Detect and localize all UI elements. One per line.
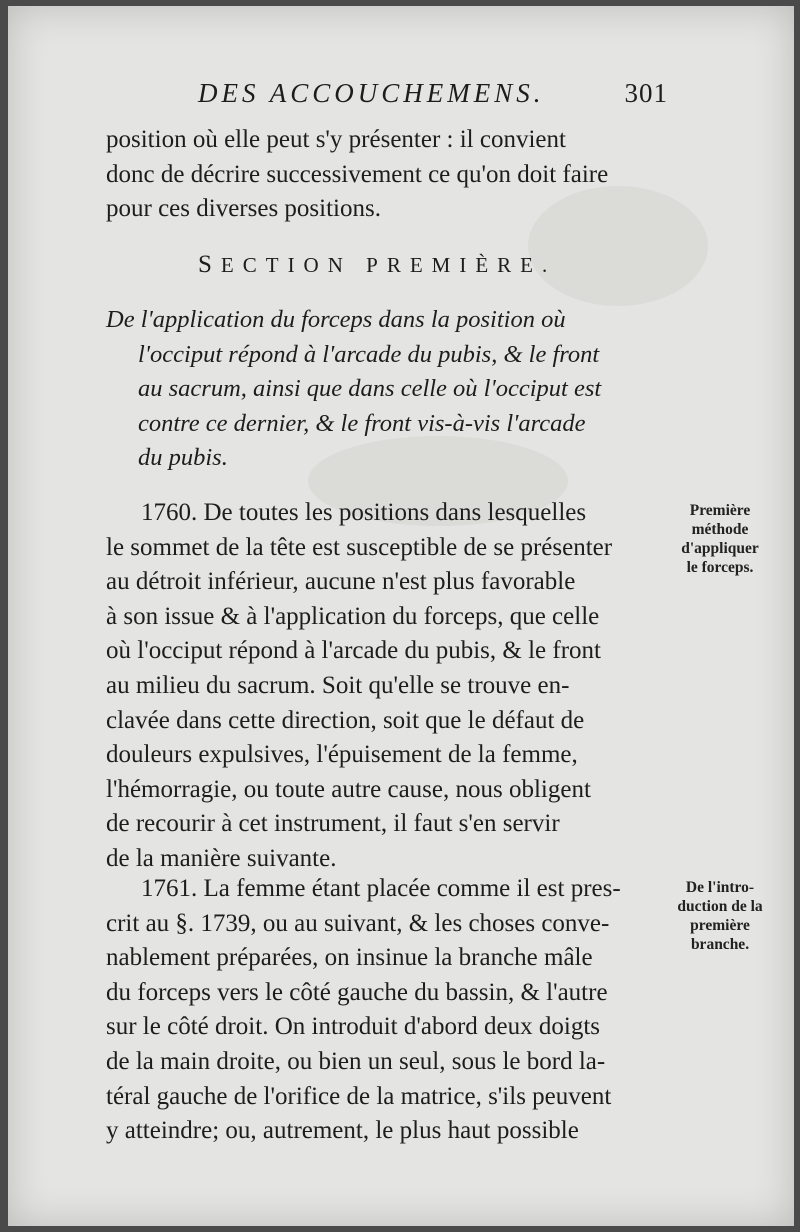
margin-note-line: d'appliquer [681, 540, 759, 557]
running-head-title: DES ACCOUCHEMENS. [198, 78, 545, 108]
text-line: à son issue & à l'application du forceps, que celle [106, 602, 600, 630]
text-line: de la main droite, ou bien un seul, sous le bord la- [106, 1047, 606, 1075]
margin-note-line: première [690, 917, 750, 934]
opening-text [106, 123, 676, 227]
subtitle-line: au sacrum, ainsi que dans celle où l'occiput est [138, 375, 602, 402]
margin-note-line: le forceps. [686, 559, 754, 576]
margin-note-line: branche. [690, 936, 750, 953]
text-line: pour ces diverses positions. [106, 195, 381, 223]
margin-note-line: De l'intro- [685, 879, 755, 896]
paragraph-1761 [106, 872, 676, 1149]
text-line: téral gauche de l'orifice de la matrice, s'ils peuvent [106, 1082, 612, 1110]
subtitle-line: du pubis. [138, 444, 228, 471]
page-number: 301 [624, 78, 668, 108]
paragraph-1760 [106, 496, 676, 877]
text-line: au milieu du sacrum. Soit qu'elle se trouve en- [106, 671, 570, 699]
margin-note-line: méthode [691, 521, 749, 538]
margin-note-line: Première [689, 502, 751, 519]
text-line: où l'occiput répond à l'arcade du pubis, & le front [106, 637, 601, 665]
text-line: donc de décrire successivement ce qu'on doit faire [106, 160, 609, 188]
section-title-rest: ECTION PREMIÈRE. [220, 253, 557, 277]
margin-note-line: duction de la [677, 898, 763, 915]
text-line: le sommet de la tête est susceptible de se présenter [106, 533, 613, 561]
margin-note-1761 [656, 878, 784, 954]
text-line: 1761. La femme étant placée comme il est pres- [141, 875, 621, 902]
text-line: nablement préparées, on insinue la branche mâle [106, 944, 593, 972]
text-line: clavée dans cette direction, soit que le défaut de [106, 706, 585, 734]
text-line: du forceps vers le côté gauche du bassin, & l'autre [106, 978, 608, 1006]
section-subtitle [106, 303, 681, 476]
section-title [198, 251, 556, 279]
text-line: douleurs expulsives, l'épuisement de la femme, [106, 741, 578, 769]
text-line: sur le côté droit. On introduit d'abord deux doigts [106, 1013, 601, 1041]
subtitle-line: l'occiput répond à l'arcade du pubis, & le front [138, 340, 600, 368]
text-line: crit au §. 1739, ou au suivant, & les choses conve- [106, 909, 610, 937]
text-line: au détroit inférieur, aucune n'est plus favorable [106, 568, 576, 596]
book-page [8, 6, 794, 1226]
section-title-initial: S [198, 251, 221, 278]
running-head [198, 78, 668, 109]
text-line: position où elle peut s'y présenter : il convient [106, 126, 566, 153]
text-line: de recourir à cet instrument, il faut s'en servir [106, 810, 560, 838]
subtitle-line: De l'application du forceps dans la position où [106, 306, 566, 333]
text-line: 1760. De toutes les positions dans lesquelles [141, 499, 587, 526]
text-line: y atteindre; ou, autrement, le plus haut possible [106, 1117, 579, 1145]
subtitle-line: contre ce dernier, & le front vis-à-vis l'arcade [138, 409, 586, 437]
text-line: l'hémorragie, ou toute autre cause, nous obligent [106, 775, 591, 803]
text-line: de la manière suivante. [106, 844, 337, 872]
margin-note-1760 [656, 501, 784, 577]
